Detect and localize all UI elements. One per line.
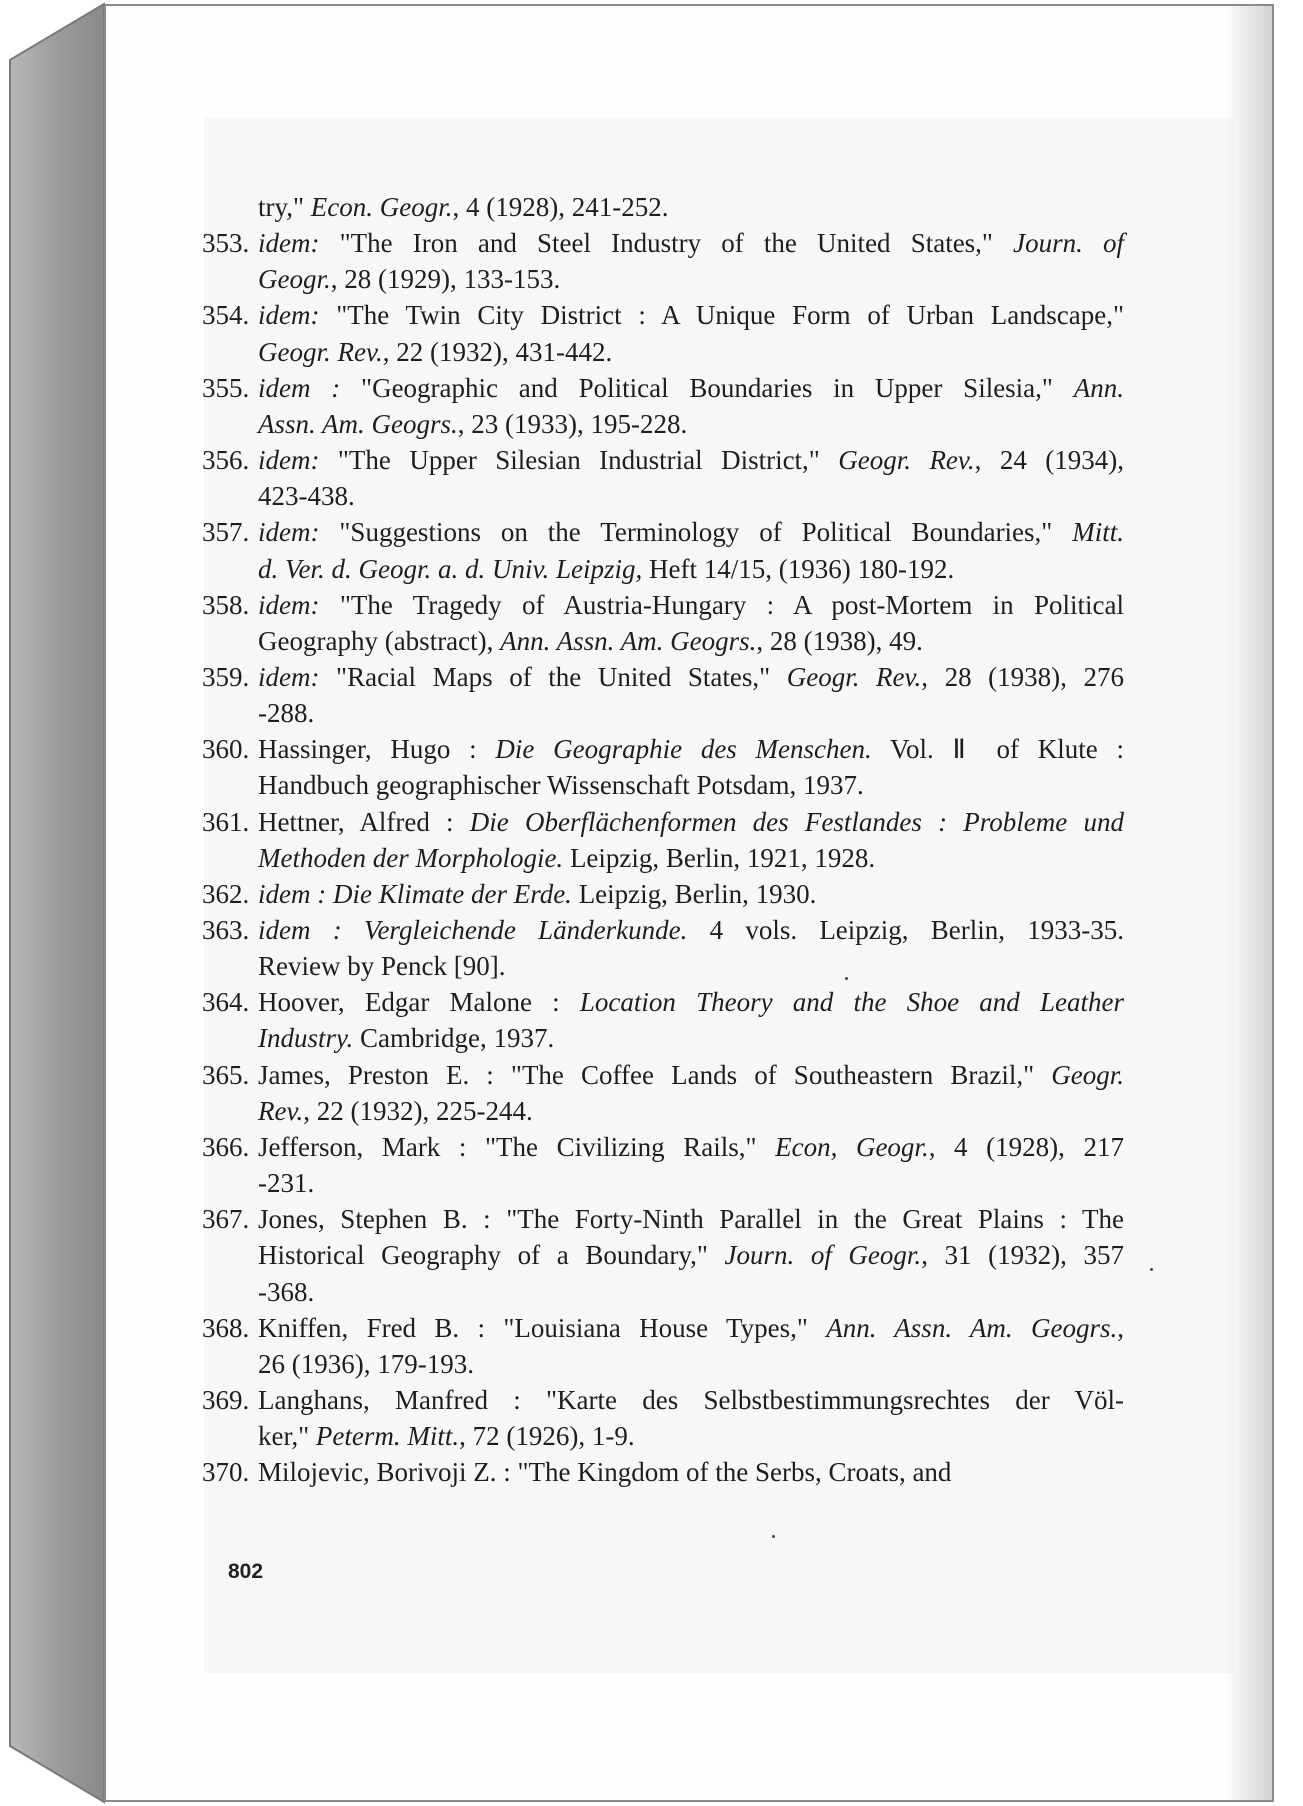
text-span: Hettner, Alfred : (258, 806, 470, 837)
entry-number: 354. (202, 300, 250, 331)
italic-text: idem: (258, 228, 320, 259)
text-span: Geography (abstract), (258, 625, 501, 656)
text-span: , 23 (1933), 195-228. (457, 408, 688, 439)
text-span: , 24 (1934), (974, 445, 1124, 476)
text-span: Hassinger, Hugo : (258, 734, 496, 765)
text-span: Jefferson, Mark : "The Civilizing Rails," (258, 1131, 776, 1162)
entry-line (258, 1311, 1124, 1345)
entry-line (258, 1094, 533, 1128)
print-speck (772, 1535, 775, 1538)
entry-line (258, 1347, 474, 1381)
italic-text: Die Geographie des Menschen. (495, 734, 872, 765)
text-span: , 22 (1932), 225-244. (303, 1095, 533, 1126)
text-span: Vol. Ⅱ of Klute : (871, 734, 1124, 765)
entry-number: 360. (202, 734, 250, 765)
entry-number: 369. (202, 1384, 250, 1415)
italic-text: d. Ver. d. Geogr. a. d. Univ. Leipzig, (258, 553, 643, 584)
text-span: try," (258, 192, 311, 222)
italic-text: idem: (258, 517, 320, 548)
text-span: 423-438. (258, 481, 355, 512)
text-span: -368. (258, 1276, 315, 1307)
text-span: Jones, Stephen B. : "The Forty-Ninth Parallel in the Great Plains : The (258, 1204, 1124, 1235)
text-span: , 22 (1932), 431-442. (382, 336, 613, 367)
text-span: Heft 14/15, (1936) 180-192. (642, 553, 955, 584)
entry-line (258, 1275, 314, 1309)
italic-text: Geogr. Rev. (258, 336, 383, 367)
italic-text: Econ, Geogr. (775, 1131, 929, 1162)
text-span: Leipzig, Berlin, 1930. (571, 878, 817, 909)
italic-text: Peterm. Mitt. (315, 1421, 460, 1452)
page-edge-shadow (1224, 6, 1272, 1800)
entry-line (258, 335, 612, 369)
entry-line (258, 624, 923, 658)
text-span: Kniffen, Fred B. : "Louisiana House Types," (258, 1312, 827, 1343)
text-span: , 28 (1929), 133-153. (330, 264, 561, 295)
text-span: , 28 (1938), 49. (756, 625, 923, 656)
print-speck (845, 977, 848, 980)
text-span: James, Preston E. : "The Coffee Lands of Southeastern Brazil," (258, 1059, 1052, 1090)
text-span: "Suggestions on the Terminology of Political Boundaries," (319, 517, 1073, 548)
text-span: Review by Penck [90]. (258, 951, 506, 982)
italic-text: Ann. Assn. Am. Geogrs. (826, 1312, 1118, 1343)
entry-line (258, 190, 668, 224)
italic-text: Geogr. (1051, 1059, 1124, 1090)
entry-line (258, 515, 1124, 549)
page-number: 802 (228, 1560, 264, 1583)
text-span: , 28 (1938), 276 (921, 661, 1124, 692)
text-span: Hoover, Edgar Malone : (258, 987, 580, 1018)
text-span: "The Iron and Steel Industry of the United States," (319, 228, 1014, 259)
entry-line (258, 1166, 314, 1200)
text-span: "Geographic and Political Boundaries in Upper Silesia," (340, 372, 1074, 403)
entry-line (258, 768, 864, 802)
entry-line (258, 660, 1124, 694)
entry-line (258, 407, 687, 441)
entry-number: 362. (202, 878, 250, 909)
text-span: "Racial Maps of the United States," (319, 661, 787, 692)
italic-text: idem: (258, 300, 320, 331)
italic-text: idem : Vergleichende Länderkunde. (258, 915, 688, 945)
entry-number: 363. (202, 915, 250, 945)
entry-number: 359. (202, 661, 250, 692)
entry-line (258, 805, 1124, 839)
entry-line (258, 479, 355, 513)
entry-number: 364. (202, 987, 250, 1018)
entry-line (258, 1383, 1124, 1417)
entry-number: 365. (202, 1059, 250, 1090)
entry-line (258, 552, 954, 586)
entry-line (258, 588, 1124, 622)
entry-line (258, 226, 1124, 260)
italic-text: Ann. Assn. Am. Geogrs. (500, 625, 757, 656)
entry-number: 357. (202, 517, 250, 548)
text-span: Leipzig, Berlin, 1921, 1928. (563, 842, 876, 873)
entry-number: 358. (202, 589, 250, 620)
entry-line (258, 443, 1124, 477)
text-span: , (1117, 1312, 1124, 1343)
text-span: "The Upper Silesian Industrial District," (319, 445, 839, 476)
text-span: , 72 (1926), 1-9. (459, 1421, 635, 1452)
text-span: , 4 (1928), 241-252. (452, 192, 669, 222)
entry-line (258, 1238, 1124, 1272)
entry-number: 355. (202, 372, 250, 403)
entry-line (258, 1419, 635, 1453)
entry-number: 370. (202, 1457, 250, 1488)
entry-line (258, 1021, 554, 1055)
text-span: Handbuch geographischer Wissenschaft Potsdam, 1937. (258, 770, 864, 801)
entry-number: 367. (202, 1204, 250, 1235)
italic-text: Journ. of Geogr. (724, 1240, 922, 1271)
entry-line (258, 371, 1124, 405)
entry-line (258, 696, 314, 730)
entry-line (258, 841, 875, 875)
italic-text: Journ. of (1013, 228, 1124, 259)
italic-text: Mitt. (1072, 517, 1124, 548)
italic-text: Die Oberflächenformen des Festlandes : Probleme und (469, 806, 1124, 837)
text-span: -231. (258, 1168, 315, 1199)
print-speck (1150, 1268, 1153, 1271)
text-span: Historical Geography of a Boundary," (258, 1240, 725, 1271)
entry-line (258, 985, 1124, 1019)
entry-number: 368. (202, 1312, 250, 1343)
entry-line (258, 298, 1124, 332)
italic-text: Location Theory and the Shoe and Leather (579, 987, 1124, 1018)
entry-line (258, 1202, 1124, 1236)
entry-line (258, 877, 816, 911)
text-span: Milojevic, Borivoji Z. : "The Kingdom of the Serbs, Croats, and (258, 1457, 952, 1488)
text-span: , 31 (1932), 357 (921, 1240, 1125, 1271)
entry-number: 366. (202, 1131, 250, 1162)
italic-text: Geogr. (258, 264, 331, 295)
entry-line (258, 1455, 951, 1489)
entry-line (258, 949, 505, 983)
italic-text: Geogr. Rev. (838, 445, 975, 476)
entry-number: 353. (202, 228, 250, 259)
text-span: ker," (258, 1421, 316, 1452)
entry-number: 356. (202, 445, 250, 476)
text-span: "The Twin City District : A Unique Form of Urban Landscape," (319, 300, 1124, 331)
text-span: "The Tragedy of Austria-Hungary : A post-Mortem in Political (319, 589, 1124, 620)
text-span: , 4 (1928), 217 (928, 1131, 1124, 1162)
entry-line (258, 732, 1124, 766)
entry-line (258, 262, 560, 296)
entry-line (258, 1058, 1124, 1092)
italic-text: Industry. (258, 1023, 354, 1054)
text-span: 26 (1936), 179-193. (258, 1348, 474, 1379)
italic-text: idem: (258, 661, 320, 692)
italic-text: Geogr. Rev. (786, 661, 922, 692)
entry-line (258, 1130, 1124, 1164)
entry-number: 361. (202, 806, 250, 837)
italic-text: idem : (258, 372, 341, 403)
entry-line (258, 913, 1124, 947)
italic-text: idem: (258, 445, 320, 476)
italic-text: Econ. Geogr. (310, 192, 453, 222)
italic-text: Methoden der Morphologie. (258, 842, 564, 873)
italic-text: Ann. (1073, 372, 1124, 403)
italic-text: Rev. (258, 1095, 304, 1126)
text-span: Langhans, Manfred : "Karte des Selbstbestimmungsrechtes der Völ- (258, 1384, 1124, 1415)
italic-text: idem: (258, 589, 320, 620)
italic-text: Assn. Am. Geogrs. (258, 408, 458, 439)
italic-text: idem : Die Klimate der Erde. (258, 878, 572, 909)
text-span: -288. (258, 698, 315, 729)
text-span: 4 vols. Leipzig, Berlin, 1933-35. (687, 915, 1124, 945)
text-span: Cambridge, 1937. (353, 1023, 555, 1054)
